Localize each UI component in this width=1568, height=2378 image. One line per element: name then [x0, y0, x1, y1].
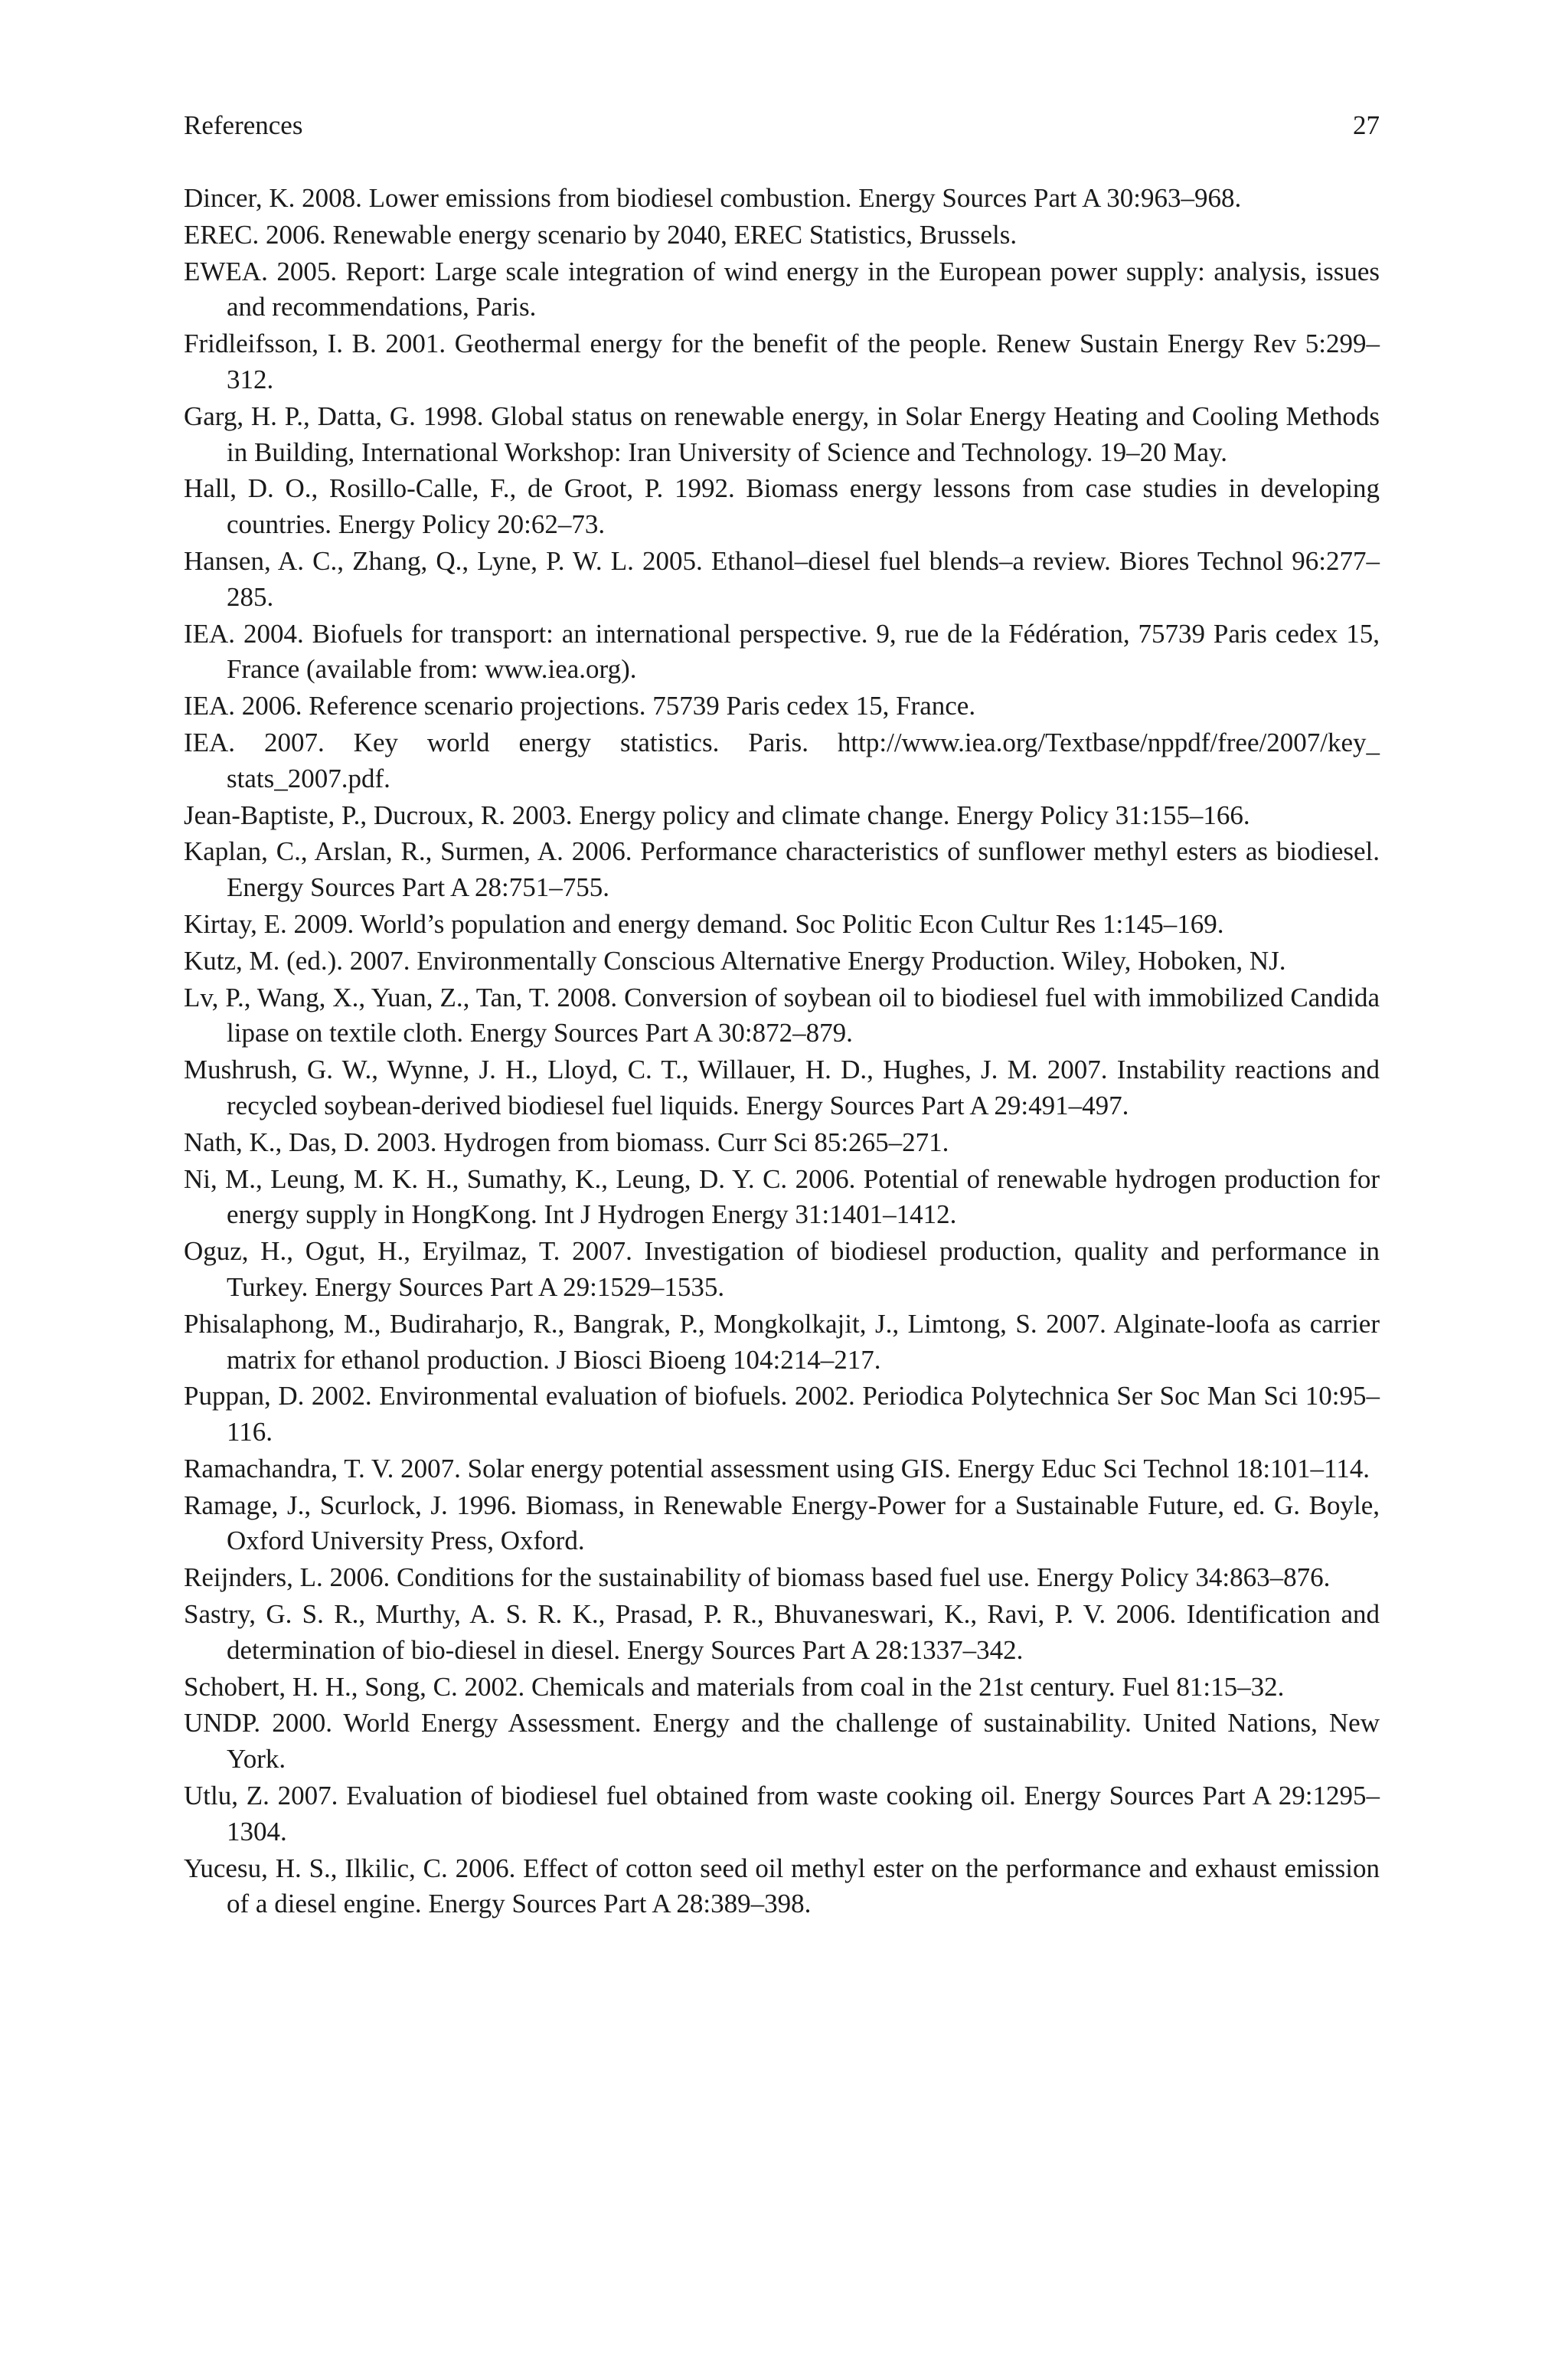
reference-item: Kutz, M. (ed.). 2007. Environmentally Conscious Alternative Energy Production. Wiley, Hoboken, NJ.: [184, 945, 1286, 976]
reference-item: Ramachandra, T. V. 2007. Solar energy potential assessment using GIS. Energy Educ Sci Technol 18:101–114.: [184, 1453, 1370, 1483]
reference-item: Ramage, J., Scurlock, J. 1996. Biomass, in Renewable Energy-Power for a Sustainable Future, ed. G. Boyle, Oxford University Press, Oxford.: [184, 1490, 1380, 1556]
reference-item: Dincer, K. 2008. Lower emissions from biodiesel combustion. Energy Sources Part A 30:963–968.: [184, 183, 1242, 213]
reference-item: Nath, K., Das, D. 2003. Hydrogen from biomass. Curr Sci 85:265–271.: [184, 1127, 949, 1157]
reference-item: Kaplan, C., Arslan, R., Surmen, A. 2006. Performance characteristics of sunflower methyl esters as biodiesel. Energy Sources Part A 28:751–755.: [184, 836, 1380, 903]
reference-item: Hall, D. O., Rosillo-Calle, F., de Groot, P. 1992. Biomass energy lessons from case studies in developing countries. Energy Policy 20:62–73.: [184, 473, 1380, 540]
reference-item: Sastry, G. S. R., Murthy, A. S. R. K., Prasad, P. R., Bhuvaneswari, K., Ravi, P. V. 2006. Identification and determination of bio-diesel in diesel. Energy Sources Part A 28:1337–342.: [184, 1599, 1380, 1665]
reference-item: EWEA. 2005. Report: Large scale integration of wind energy in the European power supply: analysis, issues and recommendations, Paris.: [184, 256, 1380, 322]
reference-item: Schobert, H. H., Song, C. 2002. Chemicals and materials from coal in the 21st century. Fuel 81:15–32.: [184, 1671, 1285, 1702]
reference-item: EREC. 2006. Renewable energy scenario by 2040, EREC Statistics, Brussels.: [184, 219, 1018, 250]
reference-item: IEA. 2007. Key world energy statistics. Paris. http://www.iea.org/Textbase/nppdf/free/2007/key_ stats_2007.pdf.: [184, 727, 1380, 793]
reference-item: Hansen, A. C., Zhang, Q., Lyne, P. W. L. 2005. Ethanol–diesel fuel blends–a review. Biores Technol 96:277–285.: [184, 545, 1380, 612]
reference-item: Utlu, Z. 2007. Evaluation of biodiesel fuel obtained from waste cooking oil. Energy Sources Part A 29:1295–1304.: [184, 1781, 1380, 1846]
reference-item: Puppan, D. 2002. Environmental evaluation of biofuels. 2002. Periodica Polytechnica Ser Soc Man Sci 10:95–116.: [184, 1381, 1380, 1447]
reference-item: IEA. 2006. Reference scenario projections. 75739 Paris cedex 15, France.: [184, 691, 976, 721]
page-number: 27: [1353, 110, 1380, 140]
reference-item: Lv, P., Wang, X., Yuan, Z., Tan, T. 2008. Conversion of soybean oil to biodiesel fuel with immobilized Candida lipase on textile cloth. Energy Sources Part A 30:872–879.: [184, 982, 1380, 1048]
reference-list: [184, 181, 1380, 1923]
reference-item: Mushrush, G. W., Wynne, J. H., Lloyd, C. T., Willauer, H. D., Hughes, J. M. 2007. Instability reactions and recycled soybean-derived biodiesel fuel liquids. Energy Sources Part A 29:491–497.: [184, 1055, 1380, 1120]
reference-item: Fridleifsson, I. B. 2001. Geothermal energy for the benefit of the people. Renew Sustain Energy Rev 5:299–312.: [184, 329, 1380, 394]
reference-item: Ni, M., Leung, M. K. H., Sumathy, K., Leung, D. Y. C. 2006. Potential of renewable hydrogen production for energy supply in HongKong. Int J Hydrogen Energy 31:1401–1412.: [184, 1163, 1380, 1230]
reference-item: UNDP. 2000. World Energy Assessment. Energy and the challenge of sustainability. United Nations, New York.: [184, 1708, 1380, 1775]
reference-item: Garg, H. P., Datta, G. 1998. Global status on renewable energy, in Solar Energy Heating and Cooling Methods in Building, International Workshop: Iran University of Science and Technology. 19–20 May.: [184, 401, 1380, 467]
reference-item: Phisalaphong, M., Budiraharjo, R., Bangrak, P., Mongkolkajit, J., Limtong, S. 2007. Alginate-loofa as carrier matrix for ethanol production. J Biosci Bioeng 104:214–217.: [184, 1308, 1380, 1375]
reference-item: Yucesu, H. S., Ilkilic, C. 2006. Effect of cotton seed oil methyl ester on the performance and exhaust emission of a diesel engine. Energy Sources Part A 28:389–398.: [184, 1853, 1380, 1919]
reference-item: Reijnders, L. 2006. Conditions for the sustainability of biomass based fuel use. Energy Policy 34:863–876.: [184, 1562, 1331, 1593]
running-head: [184, 103, 1380, 149]
reference-item: Oguz, H., Ogut, H., Eryilmaz, T. 2007. Investigation of biodiesel production, quality and performance in Turkey. Energy Sources Part A 29:1529–1535.: [184, 1236, 1380, 1302]
reference-item: Kirtay, E. 2009. World’s population and energy demand. Soc Politic Econ Cultur Res 1:145–169.: [184, 908, 1224, 939]
section-title: References: [184, 110, 303, 140]
reference-item: IEA. 2004. Biofuels for transport: an international perspective. 9, rue de la Fédération, 75739 Paris cedex 15, France (available from: www.iea.org).: [184, 618, 1380, 685]
reference-item: Jean-Baptiste, P., Ducroux, R. 2003. Energy policy and climate change. Energy Policy 31:155–166.: [184, 800, 1250, 830]
